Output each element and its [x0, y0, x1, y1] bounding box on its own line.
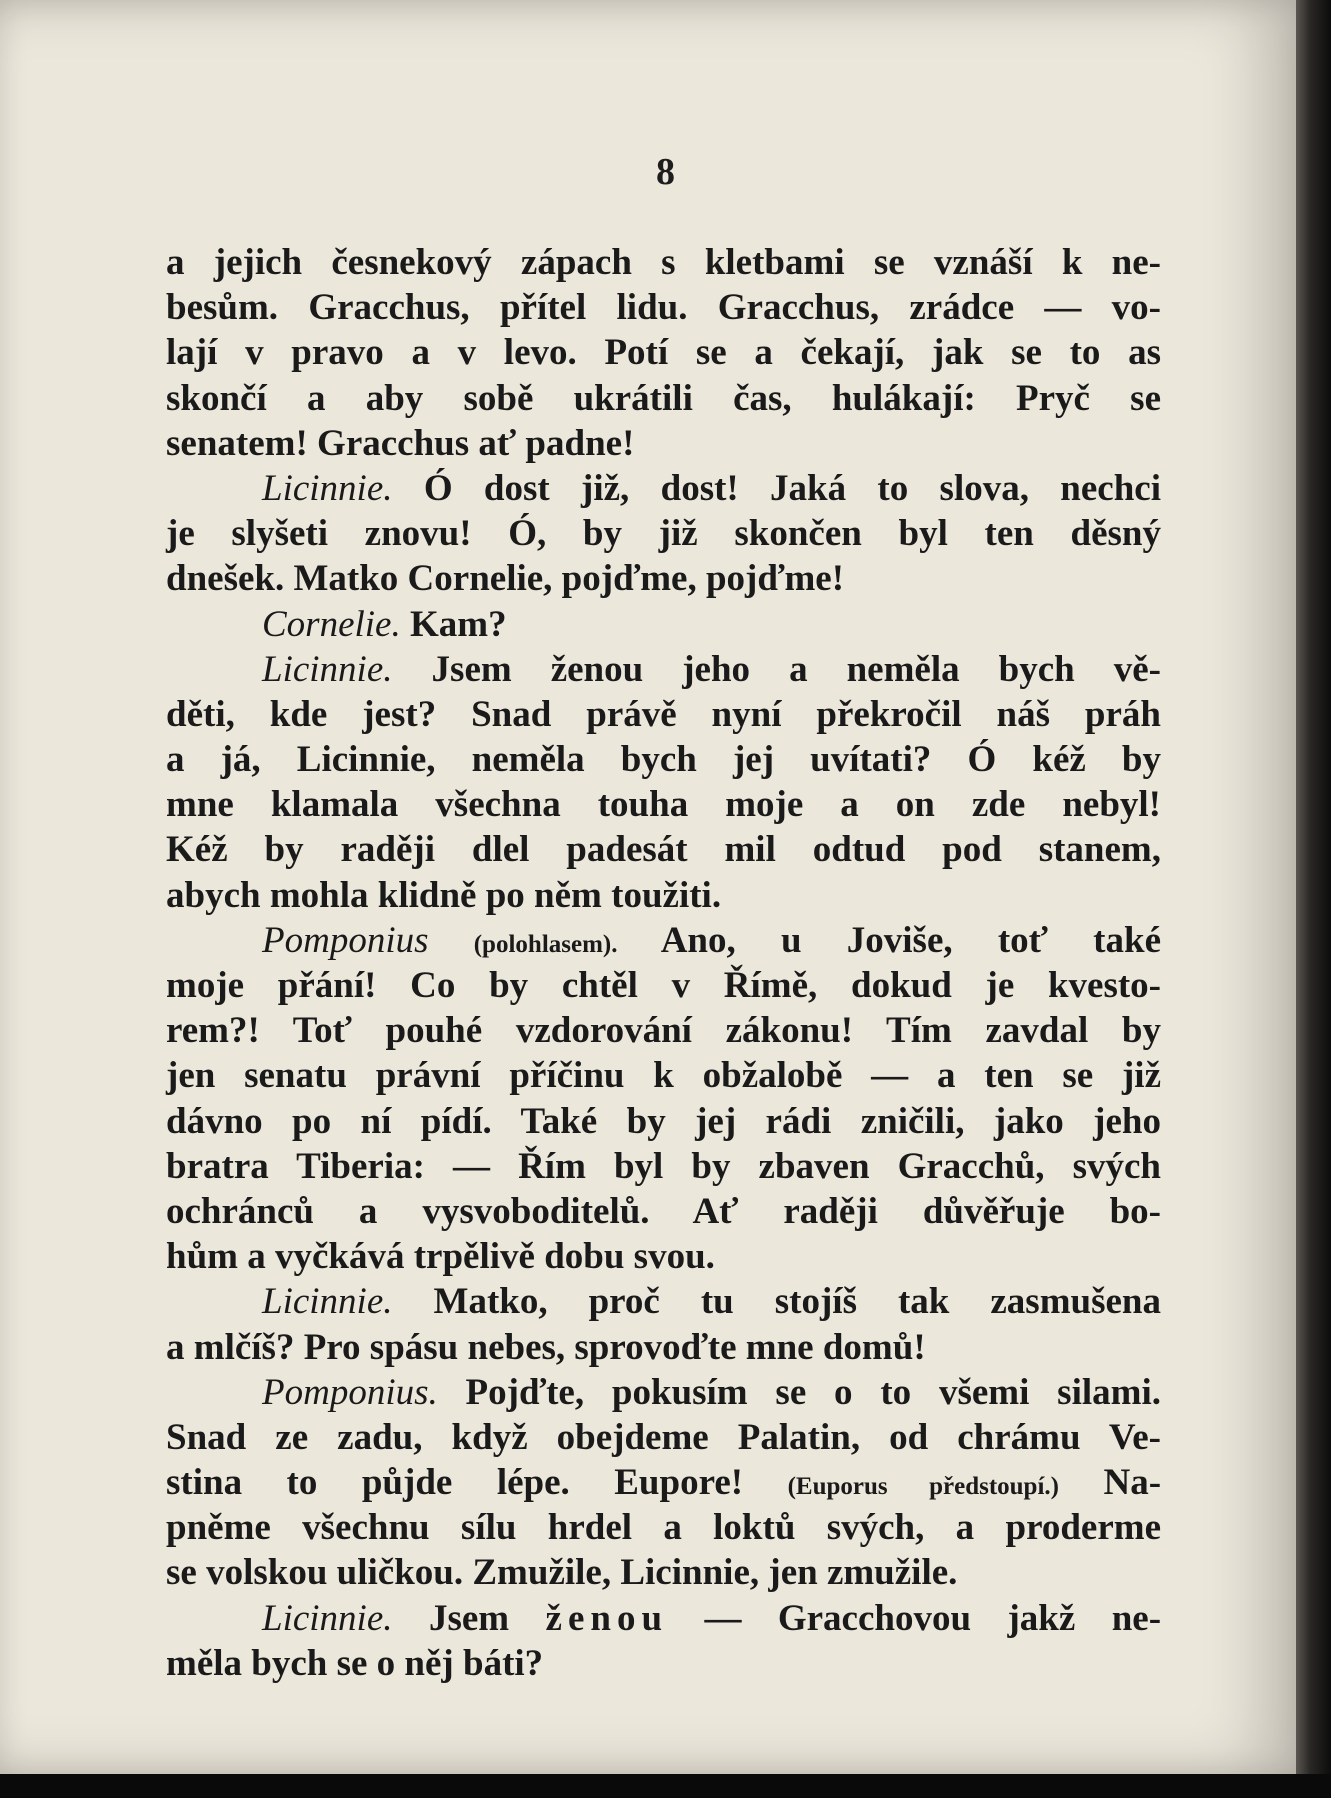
text-line: a mlčíš? Pro spásu nebes, sprovoďte mne domů!: [166, 1326, 926, 1368]
text-line: [166, 602, 1161, 647]
text-line: děti, kde jest? Snad právě nyní překročil náš práh: [166, 693, 1161, 735]
text-line: abych mohla klidně po něm toužiti.: [166, 874, 722, 916]
text-line: a já, Licinnie, neměla bych jej uvítati? Ó kéž by: [166, 739, 1161, 781]
text-line: Kéž by raději dlel padesát mil odtud pod stanem,: [166, 829, 1161, 871]
dialogue-text: Ano, u Joviše, toť také: [660, 919, 1162, 961]
dialogue-text: — Gracchovou jakž ne-: [704, 1597, 1162, 1639]
speaker-name: Licinnie.: [262, 648, 393, 690]
text-line: [166, 1596, 1161, 1641]
dialogue-text: Na-: [1103, 1462, 1162, 1504]
text-line: [166, 918, 1161, 963]
text-line: lají v pravo a v levo. Potí se a čekají, jak se to as: [166, 332, 1161, 374]
dialogue-text: stina to půjde lépe. Eupore!: [166, 1462, 744, 1504]
dialogue-text: Matko, proč tu stojíš tak zasmušena: [433, 1281, 1162, 1323]
dialogue-text: Jsem: [428, 1597, 510, 1639]
text-line: skončí a aby sobě ukrátili čas, hulákají: Pryč se: [166, 377, 1161, 419]
dialogue-text: Ó dost již, dost! Jaká to slova, nechci: [423, 467, 1162, 509]
text-line: se volskou uličkou. Zmužile, Licinnie, jen zmužile.: [166, 1552, 958, 1594]
text-line: besům. Gracchus, přítel lidu. Gracchus, zrádce — vo-: [166, 287, 1161, 329]
emphasized-word: ženou: [545, 1597, 669, 1639]
text-line: ochránců a vysvoboditelů. Ať raději důvěřuje bo-: [166, 1190, 1161, 1232]
text-line: jen senatu právní příčinu k obžalobě — a ten se již: [166, 1055, 1161, 1097]
dialogue-text: Jsem ženou jeho a neměla bych vě-: [431, 648, 1162, 690]
stage-direction: (polohlasem).: [473, 930, 618, 958]
text-line: bratra Tiberia: — Řím byl by zbaven Gracchů, svých: [166, 1145, 1161, 1187]
text-line: hům a vyčkává trpělivě dobu svou.: [166, 1236, 715, 1278]
text-line: [166, 1460, 1161, 1505]
speaker-name: Cornelie.: [262, 603, 401, 645]
text-line: měla bych se o něj báti?: [166, 1642, 544, 1684]
text-line: a jejich česnekový zápach s kletbami se vznáší k ne-: [166, 242, 1161, 283]
stage-direction: (Euporus předstoupí.): [787, 1473, 1059, 1501]
text-line: dnešek. Matko Cornelie, pojďme, pojďme!: [166, 558, 845, 600]
page-number: 8: [656, 151, 675, 193]
speaker-name: Licinnie.: [262, 1281, 393, 1323]
scan-bottom-edge: [0, 1774, 1331, 1798]
text-line: [166, 1370, 1161, 1415]
speaker-name: Pomponius.: [262, 1371, 438, 1413]
text-block: [166, 240, 1161, 1686]
text-line: moje přání! Co by chtěl v Římě, dokud je kvesto-: [166, 965, 1161, 1006]
speaker-name: Pomponius: [262, 919, 429, 961]
text-line: [166, 466, 1161, 511]
dialogue-text: Kam?: [409, 603, 507, 645]
text-line: [166, 1279, 1161, 1324]
text-line: Snad ze zadu, když obejdeme Palatin, od chrámu Ve-: [166, 1416, 1161, 1458]
speaker-name: Licinnie.: [262, 467, 393, 509]
text-line: senatem! Gracchus ať padne!: [166, 422, 635, 464]
text-line: je slyšeti znovu! Ó, by již skončen byl ten děsný: [166, 513, 1161, 555]
dialogue-text: Pojďte, pokusím se o to všemi silami.: [465, 1371, 1161, 1413]
speaker-name: Licinnie.: [262, 1597, 393, 1639]
text-line: dávno po ní pídí. Také by jej rádi zničili, jako jeho: [166, 1100, 1161, 1142]
book-gutter: [1296, 0, 1331, 1798]
text-line: [166, 647, 1161, 692]
text-line: pněme všechnu sílu hrdel a loktů svých, a proderme: [166, 1507, 1161, 1549]
text-line: mne klamala všechna touha moje a on zde nebyl!: [166, 784, 1161, 826]
text-line: rem?! Toť pouhé vzdorování zákonu! Tím zavdal by: [166, 1010, 1161, 1052]
